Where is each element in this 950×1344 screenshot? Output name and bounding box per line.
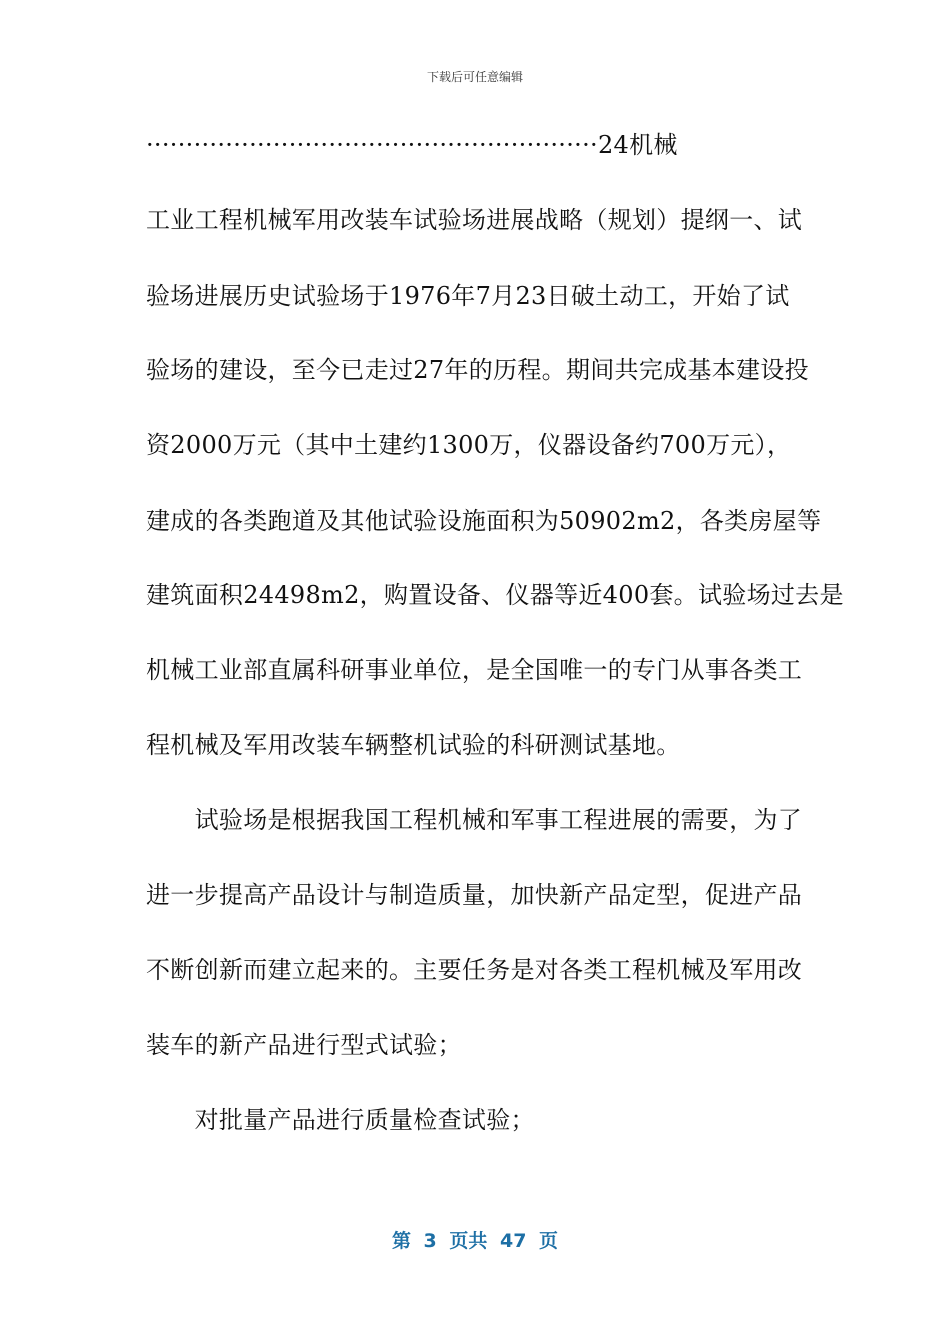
text-line-6: 建成的各类跑道及其他试验设施面积为50902m2，各类房屋等 [146, 507, 822, 535]
text-line-5: 资2000万元（其中土建约1300万，仪器设备约700万元）， [146, 431, 792, 459]
text-line-7: 建筑面积24498m2，购置设备、仪器等近400套。试验场过去是 [146, 581, 844, 609]
text-line-14: 对批量产品进行质量检查试验； [146, 1106, 535, 1134]
page-number-footer: 第 3 页共 47 页 [391, 1230, 559, 1252]
text-line-3: 验场进展历史试验场于1976年7月23日破土动工，开始了试 [146, 282, 790, 310]
text-line-1: ·························································24机械 [146, 131, 678, 159]
text-line-11: 进一步提高产品设计与制造质量，加快新产品定型，促进产品 [146, 881, 803, 909]
header-note: 下载后可任意编辑 [426, 70, 523, 84]
text-line-13: 装车的新产品进行型式试验； [146, 1031, 462, 1059]
text-line-12: 不断创新而建立起来的。主要任务是对各类工程机械及军用改 [146, 956, 803, 984]
text-line-2: 工业工程机械军用改装车试验场进展战略（规划）提纲一、试 [146, 206, 803, 234]
text-line-9: 程机械及军用改装车辆整机试验的科研测试基地。 [146, 731, 681, 759]
text-line-10: 试验场是根据我国工程机械和军事工程进展的需要，为了 [146, 806, 803, 834]
text-line-8: 机械工业部直属科研事业单位，是全国唯一的专门从事各类工 [146, 656, 803, 684]
text-line-4: 验场的建设，至今已走过27年的历程。期间共完成基本建设投 [146, 356, 809, 384]
